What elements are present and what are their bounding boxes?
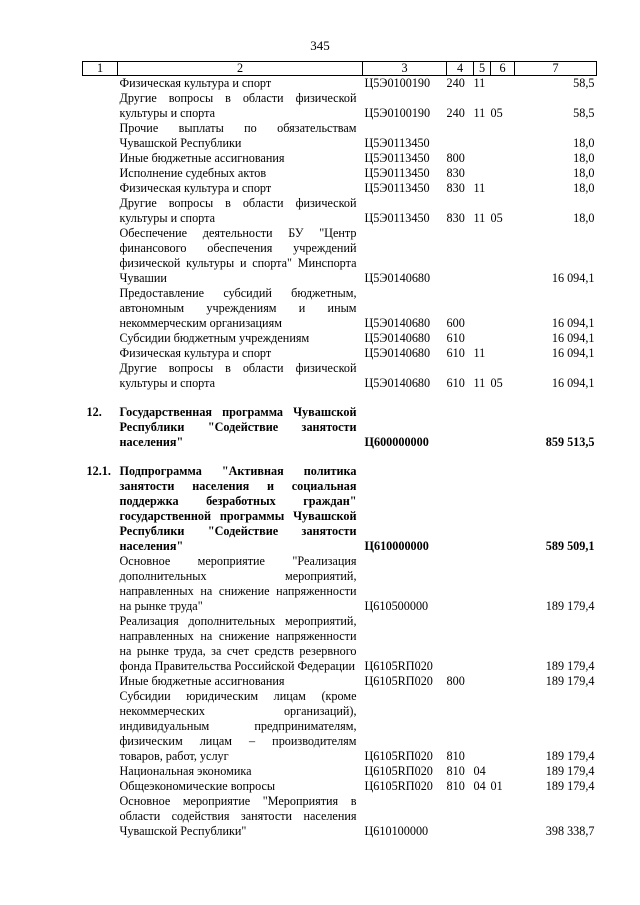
subsection-code-cell — [491, 331, 515, 346]
amount-cell: 18,0 — [573, 211, 595, 225]
subsection-code-cell — [491, 181, 515, 196]
section-code-cell — [474, 286, 491, 331]
subsection-code-cell — [491, 794, 515, 839]
expense-type-code-cell — [447, 554, 474, 614]
amount-cell: 189 179,4 — [545, 764, 595, 778]
column-header-7: 7 — [515, 62, 597, 76]
table-row — [83, 674, 597, 689]
target-code-cell: Ц5Э0113450 — [364, 151, 430, 165]
item-number-cell: 12. — [86, 405, 102, 419]
section-code-cell: 04 — [473, 779, 486, 793]
amount-cell: 589 509,1 — [545, 539, 595, 553]
subsection-code-cell — [491, 346, 515, 361]
target-code-cell: Ц5Э0140680 — [364, 376, 431, 390]
item-number-cell — [83, 226, 118, 286]
target-code-cell: Ц6105RП020 — [364, 749, 433, 763]
expense-type-code-cell: 830 — [446, 166, 465, 180]
subsection-code-cell — [491, 614, 515, 674]
target-code-cell: Ц6105RП020 — [364, 779, 433, 793]
subsection-code-cell — [491, 286, 515, 331]
amount-cell: 189 179,4 — [545, 659, 595, 673]
subsection-code-cell — [491, 76, 515, 92]
item-name-cell: Физическая культура и спорт — [119, 76, 272, 90]
column-header-5: 5 — [474, 62, 491, 76]
table-row — [83, 196, 597, 226]
column-header-6: 6 — [491, 62, 515, 76]
column-header-3: 3 — [363, 62, 447, 76]
section-code-cell — [474, 166, 491, 181]
item-number-cell — [83, 151, 118, 166]
target-code-cell: Ц5Э0113450 — [364, 166, 430, 180]
item-name-cell: Реализация дополнительных мероприятий, направленных на снижение напряженности на рынке труда, за счет средств резервного фонда Правительства Российской Федерации — [119, 614, 357, 673]
subsection-code-cell — [491, 674, 515, 689]
amount-cell: 189 179,4 — [545, 599, 595, 613]
target-code-cell: Ц5Э0113450 — [364, 136, 430, 150]
table-row — [83, 121, 597, 151]
amount-cell: 18,0 — [573, 136, 595, 150]
amount-cell: 16 094,1 — [551, 346, 595, 360]
table-row — [83, 226, 597, 286]
expense-type-code-cell: 800 — [446, 674, 465, 688]
item-number-cell — [83, 794, 118, 839]
item-number-cell — [83, 166, 118, 181]
item-name-cell: Физическая культура и спорт — [119, 346, 272, 360]
section-code-cell — [474, 121, 491, 151]
section-code-cell — [474, 464, 491, 554]
amount-cell: 16 094,1 — [551, 271, 595, 285]
item-name-cell: Предоставление субсидий бюджетным, автономным учреждениям и иным некоммерческим организациям — [119, 286, 357, 330]
item-name-cell: Основное мероприятие "Мероприятия в области содействия занятости населения Чувашской Республики" — [119, 794, 357, 838]
table-row — [83, 464, 597, 554]
section-code-cell: 11 — [473, 376, 486, 390]
item-number-cell — [83, 689, 118, 764]
expense-type-code-cell: 240 — [446, 76, 465, 90]
table-row — [83, 346, 597, 361]
target-code-cell: Ц610100000 — [364, 824, 429, 838]
item-number-cell — [83, 764, 118, 779]
section-code-cell — [474, 554, 491, 614]
target-code-cell: Ц5Э0140680 — [364, 271, 431, 285]
item-name-cell: Субсидии бюджетным учреждениям — [119, 331, 310, 345]
amount-cell: 18,0 — [573, 151, 595, 165]
item-name-cell: Субсидии юридическим лицам (кроме некоммерческих организаций), индивидуальным предпринимателям, физическим лицам – производителям товаров, работ, услуг — [119, 689, 357, 763]
expense-type-code-cell — [447, 794, 474, 839]
budget-table — [82, 61, 597, 839]
target-code-cell: Ц610500000 — [364, 599, 429, 613]
amount-cell: 189 179,4 — [545, 779, 595, 793]
table-row — [83, 181, 597, 196]
row-spacer — [83, 391, 597, 405]
item-name-cell: Основное мероприятие "Реализация дополнительных мероприятий, направленных на снижение напряженности на рынке труда" — [119, 554, 357, 613]
table-row — [83, 166, 597, 181]
expense-type-code-cell — [447, 464, 474, 554]
amount-cell: 16 094,1 — [551, 316, 595, 330]
table-row — [83, 614, 597, 674]
section-code-cell: 11 — [473, 181, 486, 195]
section-code-cell: 04 — [473, 764, 486, 778]
amount-cell: 16 094,1 — [551, 331, 595, 345]
item-number-cell — [83, 331, 118, 346]
subsection-code-cell: 05 — [490, 211, 503, 225]
item-number-cell — [83, 76, 118, 92]
target-code-cell: Ц5Э0100190 — [364, 106, 431, 120]
subsection-code-cell — [491, 464, 515, 554]
table-row — [83, 779, 597, 794]
table-row — [83, 405, 597, 450]
section-code-cell — [474, 405, 491, 450]
expense-type-code-cell — [447, 614, 474, 674]
table-row — [83, 554, 597, 614]
column-header-2: 2 — [118, 62, 363, 76]
spacer-cell — [83, 450, 597, 464]
target-code-cell: Ц5Э0140680 — [364, 346, 431, 360]
amount-cell: 18,0 — [573, 166, 595, 180]
expense-type-code-cell — [447, 226, 474, 286]
column-header-1: 1 — [83, 62, 118, 76]
target-code-cell: Ц6105RП020 — [364, 764, 433, 778]
item-name-cell: Общеэкономические вопросы — [119, 779, 276, 793]
subsection-code-cell — [491, 226, 515, 286]
table-row — [83, 794, 597, 839]
expense-type-code-cell: 810 — [446, 779, 465, 793]
table-row — [83, 361, 597, 391]
target-code-cell: Ц610000000 — [364, 539, 429, 553]
expense-type-code-cell: 600 — [446, 316, 465, 330]
subsection-code-cell: 05 — [490, 376, 503, 390]
subsection-code-cell — [491, 689, 515, 764]
item-name-cell: Иные бюджетные ассигнования — [119, 151, 285, 165]
expense-type-code-cell: 240 — [446, 106, 465, 120]
table-row — [83, 91, 597, 121]
amount-cell: 16 094,1 — [551, 376, 595, 390]
expense-type-code-cell — [447, 121, 474, 151]
subsection-code-cell — [491, 764, 515, 779]
section-code-cell — [474, 226, 491, 286]
table-row — [83, 286, 597, 331]
table-row — [83, 151, 597, 166]
target-code-cell: Ц5Э0140680 — [364, 331, 431, 345]
item-name-cell: Государственная программа Чувашской Республики "Содействие занятости населения" — [119, 405, 357, 449]
section-code-cell: 11 — [473, 106, 486, 120]
item-number-cell: 12.1. — [86, 464, 111, 478]
item-number-cell — [83, 779, 118, 794]
item-number-cell — [83, 614, 118, 674]
section-code-cell: 11 — [473, 211, 486, 225]
expense-type-code-cell: 830 — [446, 211, 465, 225]
item-number-cell — [83, 361, 118, 391]
expense-type-code-cell: 610 — [446, 346, 465, 360]
table-row — [83, 76, 597, 92]
item-name-cell: Другие вопросы в области физической культуры и спорта — [119, 91, 357, 120]
target-code-cell: Ц5Э0113450 — [364, 181, 430, 195]
item-number-cell — [83, 346, 118, 361]
item-number-cell — [83, 91, 118, 121]
subsection-code-cell — [491, 554, 515, 614]
item-name-cell: Иные бюджетные ассигнования — [119, 674, 285, 688]
section-code-cell — [474, 151, 491, 166]
amount-cell: 58,5 — [573, 106, 595, 120]
expense-type-code-cell: 610 — [446, 376, 465, 390]
subsection-code-cell — [491, 166, 515, 181]
item-name-cell: Другие вопросы в области физической культуры и спорта — [119, 196, 357, 225]
table-row — [83, 764, 597, 779]
section-code-cell — [474, 689, 491, 764]
item-name-cell: Прочие выплаты по обязательствам Чувашской Республики — [119, 121, 357, 150]
expense-type-code-cell: 810 — [446, 749, 465, 763]
column-header-4: 4 — [447, 62, 474, 76]
table-body — [83, 76, 597, 840]
expense-type-code-cell — [447, 405, 474, 450]
page-number: 345 — [310, 38, 330, 53]
section-code-cell: 11 — [473, 346, 486, 360]
expense-type-code-cell: 810 — [446, 764, 465, 778]
target-code-cell: Ц5Э0140680 — [364, 316, 431, 330]
amount-cell: 58,5 — [573, 76, 595, 90]
section-code-cell — [474, 794, 491, 839]
item-number-cell — [83, 286, 118, 331]
target-code-cell: Ц5Э0100190 — [364, 76, 431, 90]
section-code-cell — [474, 674, 491, 689]
table-header-row — [83, 62, 597, 76]
item-number-cell — [83, 121, 118, 151]
amount-cell: 398 338,7 — [545, 824, 595, 838]
item-number-cell — [83, 196, 118, 226]
subsection-code-cell: 01 — [490, 779, 503, 793]
subsection-code-cell: 05 — [490, 106, 503, 120]
section-code-cell — [474, 614, 491, 674]
item-name-cell: Исполнение судебных актов — [119, 166, 267, 180]
item-name-cell: Физическая культура и спорт — [119, 181, 272, 195]
expense-type-code-cell: 610 — [446, 331, 465, 345]
expense-type-code-cell: 830 — [446, 181, 465, 195]
item-number-cell — [83, 554, 118, 614]
section-code-cell — [474, 331, 491, 346]
item-number-cell — [83, 181, 118, 196]
subsection-code-cell — [491, 405, 515, 450]
amount-cell: 18,0 — [573, 181, 595, 195]
table-row — [83, 331, 597, 346]
item-name-cell: Другие вопросы в области физической культуры и спорта — [119, 361, 357, 390]
subsection-code-cell — [491, 151, 515, 166]
target-code-cell: Ц600000000 — [364, 435, 429, 449]
row-spacer — [83, 450, 597, 464]
item-name-cell: Обеспечение деятельности БУ "Центр финансового обеспечения учреждений физической культуры и спорта" Минспорта Чувашии — [119, 226, 357, 285]
amount-cell: 189 179,4 — [545, 749, 595, 763]
item-name-cell: Национальная экономика — [119, 764, 252, 778]
section-code-cell: 11 — [473, 76, 486, 90]
expense-type-code-cell: 800 — [446, 151, 465, 165]
target-code-cell: Ц5Э0113450 — [364, 211, 430, 225]
table-row — [83, 689, 597, 764]
item-name-cell: Подпрограмма "Активная политика занятости населения и социальная поддержка безработных граждан" государственной программы Чувашской Республики "Содействие занятости населения" — [119, 464, 357, 553]
target-code-cell: Ц6105RП020 — [364, 659, 433, 673]
amount-cell: 859 513,5 — [545, 435, 595, 449]
item-number-cell — [83, 674, 118, 689]
subsection-code-cell — [491, 121, 515, 151]
target-code-cell: Ц6105RП020 — [364, 674, 433, 688]
spacer-cell — [83, 391, 597, 405]
amount-cell: 189 179,4 — [545, 674, 595, 688]
